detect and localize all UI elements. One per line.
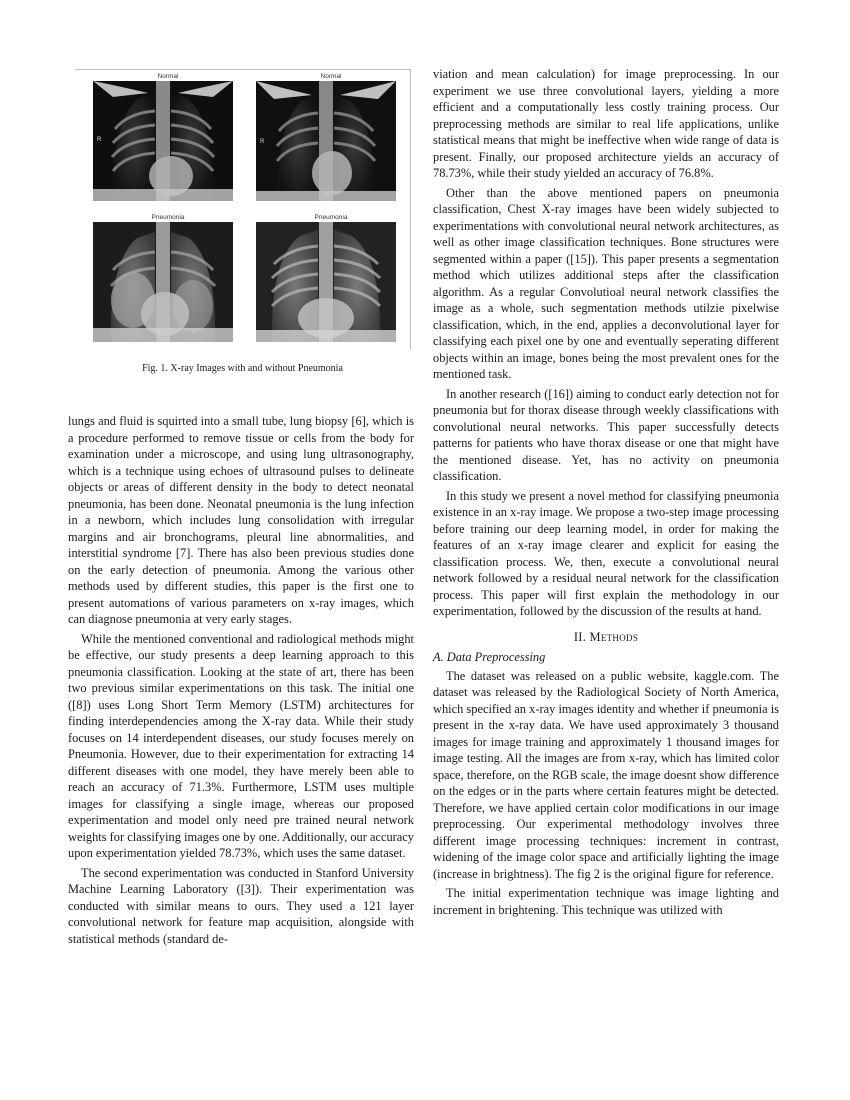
chest-xray-picture bbox=[256, 222, 396, 342]
side-marker: R bbox=[97, 137, 102, 143]
section-heading bbox=[433, 629, 779, 645]
paragraph: The initial experimentation technique was image lighting and increment in brightening. This technique was utilized with bbox=[433, 886, 779, 917]
right-column bbox=[433, 66, 779, 918]
xray-image-pneumonia-1 bbox=[93, 213, 243, 342]
paragraph: Other than the above mentioned papers on pneumonia classification, Chest X-ray images have been widely subjected to experimentations with convolutional neural network architectures, as well as other image classification techniques. Bone structures were segmented within a paper ([15]). This paper presents a segmentation method which utilizes additional steps after the classification algorithm. As a regular Convolutioal neural network classifies the image as a whole, such segmentation methods utilzie pixelwise classification, which, in the end, applies a deconvolutional layer for classifying each pixel one by one and eventually seperating different objects within an image, bones being the most prevalent ones for the mentioned task. bbox=[433, 185, 779, 381]
xray-label: Pneumonia bbox=[314, 214, 348, 221]
paragraph: In another research ([16]) aiming to conduct early detection not for pneumonia but for thorax disease through weekly classifications with convolutional neural networks. This paper successfully detects patterns for patients who have thorax disease or one that might have the mentioned disease. Yet, has no activity on pneumonia classification. bbox=[433, 386, 779, 483]
paragraph: The second experimentation was conducted in Stanford University Machine Learning Laboratory ([3]). Their experimentation was conducted with similar means to ours. They used a 121 layer convolutional network for feature map acquisition, alongside with statistical methods (standard de- bbox=[68, 865, 414, 946]
paragraph: While the mentioned conventional and radiological methods might be effective, our study presents a deep learning approach to this pneumonia classification. Looking at the state of art, there has been two previous similar experimentations on this task. The initial one ([8]) uses Long Short Term Memory (LSTM) architectures for finding interdependencies among the X-ray data. While their study focuses on 14 interdependent diseases, our study focuses merely on Pneumonia. However, due to their experimentation for extracting 14 different diseases with one model, they have merely been able to reach an accuracy of 71.3%. Furthermore, LSTM uses multiple images for classifying a single image, whereas our proposed experimentation and model only need pre trained neural network weights for classifying images one by one. Additionally, our accuracy upon experimentation yielded 78.73%, which uses the same dataset. bbox=[68, 631, 414, 860]
section-number: II. bbox=[573, 629, 587, 644]
chest-xray-picture bbox=[93, 81, 233, 201]
paragraph: In this study we present a novel method for classifying pneumonia existence in an x-ray image. We propose a two-step image processing before training our deep learning model, in order for making the features of an x-ray image clearer and explicit for easing the classification process. We, then, execute a convolutional neural network followed by a residual neural network for the classification process. This paper will first explain the methodology in our experimentation, followed by the discussion of the results at hand. bbox=[433, 488, 779, 618]
xray-label: Pneumonia bbox=[151, 214, 185, 221]
side-marker: R bbox=[260, 139, 265, 145]
paragraph: The dataset was released on a public website, kaggle.com. The dataset was released by the Radiological Society of North America, which specified an x-ray images identity and whether if pneumonia is present in the x-ray data. We have used approximately 3 thousand images for image training and approximately 1 thousand images for image testing. All the images are from x-ray, which has limited color space, therefore, on the RGB scale, the image doesnt show difference on the edges or in the parts where certain features might be detected. Therefore, we have applied certain color modifications in our image preprocessing. Our experimental methodology involves three different image processing techniques: increment in contrast, widening of the image color space and artificially lighting the image (increase in brightness). The fig 2 is the original figure for reference. bbox=[433, 668, 779, 881]
xray-image-normal-2 bbox=[256, 72, 406, 201]
xray-label: Normal bbox=[320, 73, 342, 80]
chest-xray-picture bbox=[256, 81, 396, 201]
subsection-heading: A. Data Preprocessing bbox=[433, 649, 546, 664]
paragraph: viation and mean calculation) for image preprocessing. In our experiment we use three convolutional layers, yielding a more efficient and a computationally less costly training process. Our preprocessing methods are similar to real life applications, unlike statistical means that might be ineffective when wide range of data is present. Finally, our proposed architecture yields an accuracy of 78.73%, while their study yielded an accuracy of 76.8%. bbox=[433, 67, 779, 180]
xray-image-pneumonia-2 bbox=[256, 213, 406, 342]
xray-image-normal-1 bbox=[93, 72, 243, 201]
figure-caption: Fig. 1. X-ray Images with and without Pneumonia bbox=[142, 363, 343, 374]
paragraph: lungs and fluid is squirted into a small tube, lung biopsy [6], which is a procedure performed to remove tissue or cells from the body for examination under a microscope, and using lung ultrasonography, which is a technique using echoes of ultrasound pulses to delineate objects or areas of different density in the body to detect neonatal pneumonia, has been done. Neonatal pneumonia is the lung infection in a newborn, which includes lung consolidation with irregular margins and air bronchograms, pleural line abnormalities, and interstitial syndrome [7]. There has also been previous studies done on the early detection of pneumonia. Among the various other methods used by different studies, this paper is the first one to present automations of various parameters on x-ray images, which can diagnose pneumonia at very early stages. bbox=[68, 414, 414, 626]
xray-label: Normal bbox=[157, 73, 179, 80]
figure-1 bbox=[75, 69, 411, 349]
chest-xray-picture bbox=[93, 222, 233, 342]
section-title: Methods bbox=[589, 629, 639, 644]
left-column bbox=[68, 413, 414, 947]
